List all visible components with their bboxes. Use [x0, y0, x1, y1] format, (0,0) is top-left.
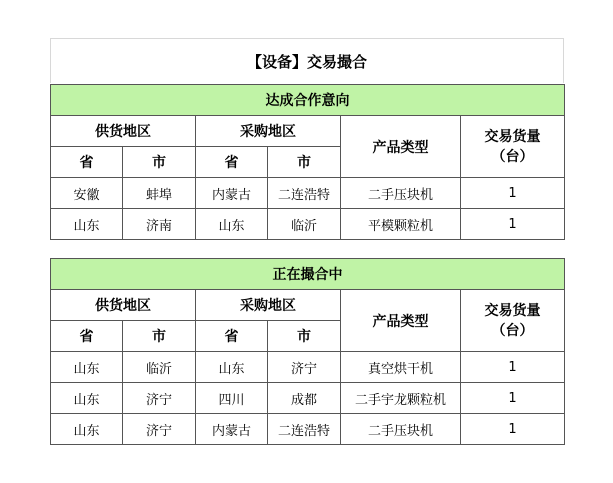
volume-header-line1: 交易货量: [484, 128, 541, 145]
supply-province-cell: 山东: [51, 414, 123, 445]
page-title: 【设备】交易撮合: [50, 38, 564, 83]
product-cell: 二手压块机: [341, 414, 461, 445]
purchase-city-header: 市: [268, 321, 341, 352]
purchase-city-header: 市: [268, 147, 341, 178]
purchase-region-header: 采购地区: [196, 116, 341, 147]
table-row: [51, 414, 565, 445]
purchase-province-cell: 内蒙古: [196, 414, 268, 445]
supply-province-header: 省: [51, 147, 123, 178]
table-row: [51, 352, 565, 383]
product-cell: 二手宇龙颗粒机: [341, 383, 461, 414]
supply-city-cell: 临沂: [123, 352, 196, 383]
volume-header-line1: 交易货量: [484, 302, 541, 319]
supply-province-cell: 安徽: [51, 178, 123, 209]
deal-table-agreed: [50, 84, 565, 240]
volume-cell: 1: [461, 178, 565, 209]
supply-city-cell: 济宁: [123, 414, 196, 445]
volume-cell: 1: [461, 383, 565, 414]
volume-cell: 1: [461, 209, 565, 240]
product-cell: 二手压块机: [341, 178, 461, 209]
volume-header: [461, 290, 565, 352]
supply-city-header: 市: [123, 321, 196, 352]
supply-province-header: 省: [51, 321, 123, 352]
purchase-province-cell: 山东: [196, 352, 268, 383]
header-row: [51, 290, 565, 321]
purchase-province-cell: 内蒙古: [196, 178, 268, 209]
section-title: 达成合作意向: [51, 85, 565, 116]
supply-region-header: 供货地区: [51, 290, 196, 321]
table-row: [51, 209, 565, 240]
purchase-city-cell: 成都: [268, 383, 341, 414]
volume-cell: 1: [461, 414, 565, 445]
supply-city-cell: 济南: [123, 209, 196, 240]
product-type-header: 产品类型: [341, 116, 461, 178]
supply-region-header: 供货地区: [51, 116, 196, 147]
purchase-province-cell: 四川: [196, 383, 268, 414]
purchase-city-cell: 济宁: [268, 352, 341, 383]
purchase-city-cell: 临沂: [268, 209, 341, 240]
section-header-row: [51, 259, 565, 290]
product-cell: 平模颗粒机: [341, 209, 461, 240]
supply-province-cell: 山东: [51, 383, 123, 414]
purchase-province-header: 省: [196, 147, 268, 178]
supply-city-cell: 蚌埠: [123, 178, 196, 209]
supply-city-cell: 济宁: [123, 383, 196, 414]
supply-province-cell: 山东: [51, 209, 123, 240]
purchase-city-cell: 二连浩特: [268, 414, 341, 445]
product-type-header: 产品类型: [341, 290, 461, 352]
volume-cell: 1: [461, 352, 565, 383]
purchase-province-cell: 山东: [196, 209, 268, 240]
purchase-province-header: 省: [196, 321, 268, 352]
table-row: [51, 383, 565, 414]
section-header-row: [51, 85, 565, 116]
purchase-city-cell: 二连浩特: [268, 178, 341, 209]
volume-header-line2: （台）: [491, 148, 534, 165]
purchase-region-header: 采购地区: [196, 290, 341, 321]
table-row: [51, 178, 565, 209]
volume-header-line2: （台）: [491, 322, 534, 339]
section-title: 正在撮合中: [51, 259, 565, 290]
header-row: [51, 116, 565, 147]
supply-province-cell: 山东: [51, 352, 123, 383]
product-cell: 真空烘干机: [341, 352, 461, 383]
volume-header: [461, 116, 565, 178]
deal-table-in-progress: [50, 258, 565, 445]
supply-city-header: 市: [123, 147, 196, 178]
